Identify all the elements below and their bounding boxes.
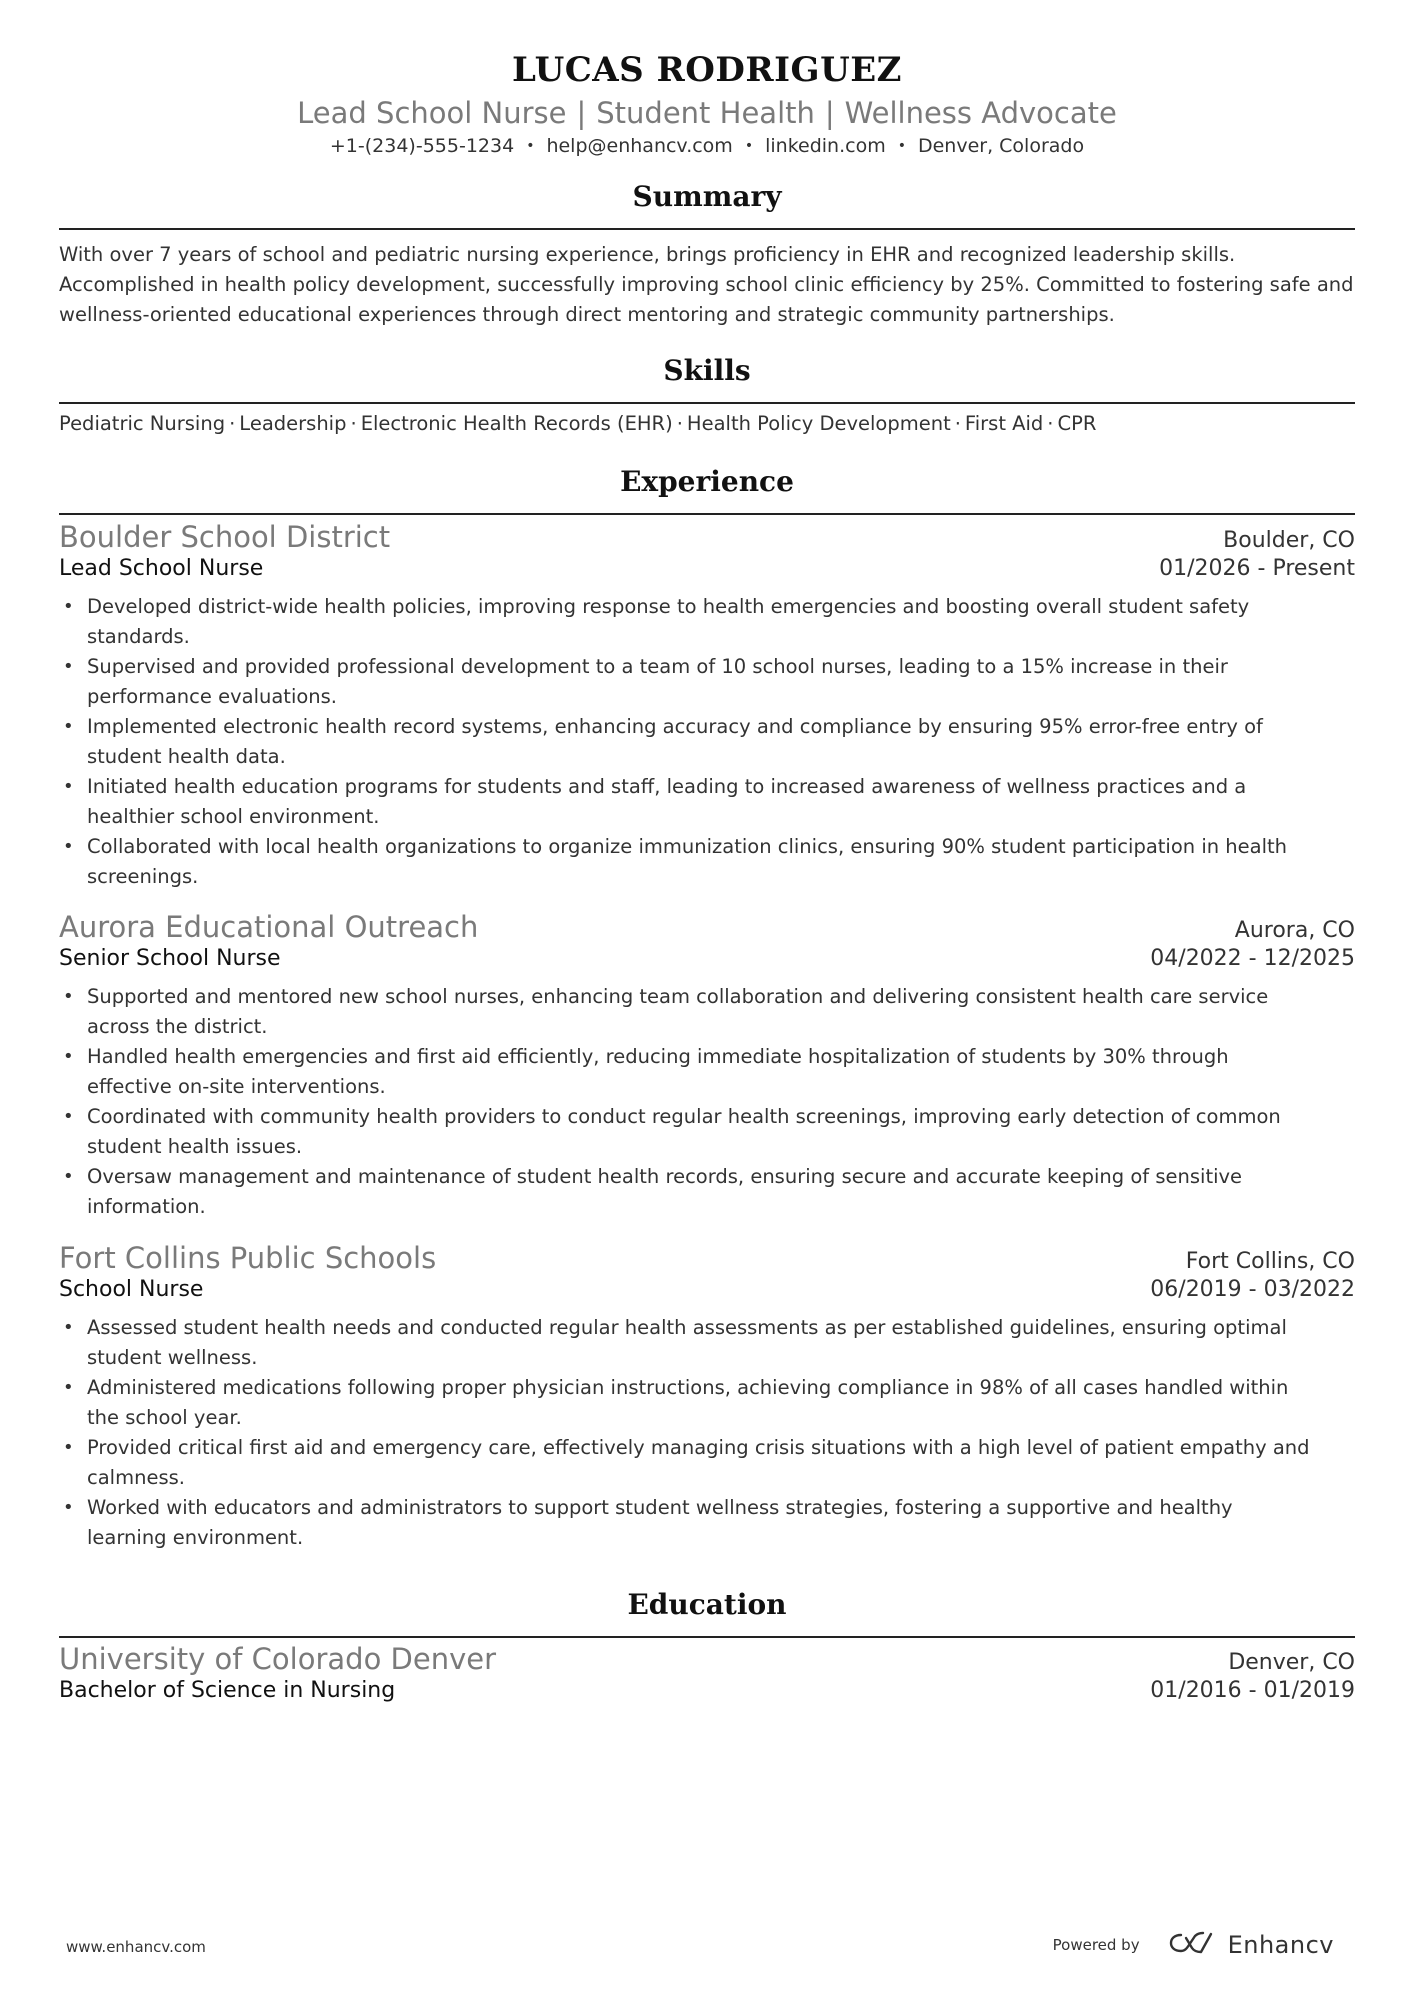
achievement-item: • Provided critical first aid and emergency care, effectively managing crisis situations with a high level of patient empathy and calmness.	[87, 1433, 1355, 1493]
job-location: Aurora, CO	[1234, 918, 1355, 943]
job-title: Senior School Nurse	[59, 946, 281, 971]
contact-separator: •	[897, 138, 906, 154]
skill-separator: ·	[676, 412, 683, 435]
achievement-item: • Supported and mentored new school nurses, enhancing team collaboration and delivering consistent health care service across the district.	[87, 982, 1355, 1042]
achievement-list	[59, 982, 1355, 1222]
achievement-item: • Collaborated with local health organizations to organize immunization clinics, ensuring 90% student participation in health screenings.	[87, 832, 1355, 892]
contact-separator: •	[744, 138, 754, 154]
headline-separator: |	[824, 96, 835, 130]
skills-list	[59, 412, 1355, 435]
job-location: Fort Collins, CO	[1185, 1249, 1355, 1274]
education-entry	[59, 1642, 1355, 1712]
achievement-item: • Administered medications following proper physician instructions, achieving compliance in 98% of all cases handled within the school year.	[87, 1373, 1355, 1433]
achievement-list	[59, 1313, 1355, 1553]
skill-separator: ·	[954, 412, 961, 435]
company-name: Fort Collins Public Schools	[59, 1241, 437, 1275]
company-name: Aurora Educational Outreach	[59, 910, 479, 944]
candidate-name: LUCAS RODRIGUEZ	[512, 50, 902, 90]
section-divider	[59, 228, 1355, 230]
school-location: Denver, CO	[1228, 1650, 1355, 1675]
education-dates: 01/2016 - 01/2019	[1150, 1678, 1355, 1703]
company-name: Boulder School District	[59, 520, 391, 554]
section-divider	[59, 513, 1355, 515]
degree: Bachelor of Science in Nursing	[59, 1678, 396, 1703]
achievement-item: • Assessed student health needs and conducted regular health assessments as per established guidelines, ensuring optimal student wellness.	[87, 1313, 1355, 1373]
job-dates: 06/2019 - 03/2022	[1150, 1277, 1355, 1302]
skill-item: Electronic Health Records (EHR)	[360, 412, 673, 435]
job-location: Boulder, CO	[1223, 528, 1355, 553]
location: Denver, Colorado	[917, 135, 1085, 157]
achievement-item: • Oversaw management and maintenance of student health records, ensuring secure and accurate keeping of sensitive information.	[87, 1162, 1355, 1222]
skill-item: Pediatric Nursing	[59, 412, 226, 435]
skill-separator: ·	[229, 412, 236, 435]
achievement-item: • Implemented electronic health record systems, enhancing accuracy and compliance by ensuring 95% error-free entry of student health data.	[87, 712, 1355, 772]
enhancv-logo-icon	[1168, 1930, 1214, 1960]
job-dates: 04/2022 - 12/2025	[1150, 946, 1355, 971]
experience-entry	[59, 520, 1355, 892]
job-dates: 01/2026 - Present	[1159, 556, 1355, 581]
footer-branding	[1053, 1930, 1334, 1960]
achievement-item: • Supervised and provided professional development to a team of 10 school nurses, leading to a 15% increase in their performance evaluations.	[87, 652, 1355, 712]
experience-entry	[59, 1241, 1355, 1553]
job-title: Lead School Nurse	[59, 556, 264, 581]
powered-by-label: Powered by	[1052, 1936, 1140, 1954]
footer-website-link[interactable]: www.enhancv.com	[66, 1938, 206, 1956]
email-link[interactable]: help@enhancv.com	[546, 135, 733, 157]
experience-entry	[59, 910, 1355, 1222]
headline-item: Lead School Nurse	[297, 96, 567, 130]
brand-name: Enhancv	[1227, 1931, 1334, 1959]
headline	[59, 96, 1355, 130]
achievement-item: • Developed district-wide health policies, improving response to health emergencies and boosting overall student safety standards.	[87, 592, 1355, 652]
skill-separator: ·	[1047, 412, 1054, 435]
headline-item: Student Health	[596, 96, 815, 130]
school-name: University of Colorado Denver	[59, 1642, 497, 1676]
job-title: School Nurse	[59, 1277, 204, 1302]
achievement-item: • Worked with educators and administrators to support student wellness strategies, fostering a supportive and healthy learning environment.	[87, 1493, 1355, 1553]
skill-item: First Aid	[964, 412, 1044, 435]
phone[interactable]: +1-(234)-555-1234	[329, 135, 515, 157]
section-title-summary: Summary	[632, 180, 782, 213]
skill-separator: ·	[350, 412, 357, 435]
section-divider	[59, 402, 1355, 404]
section-divider	[59, 1636, 1355, 1638]
skill-item: Health Policy Development	[686, 412, 951, 435]
headline-separator: |	[576, 96, 587, 130]
achievement-list	[59, 592, 1355, 892]
skill-item: CPR	[1057, 412, 1097, 435]
headline-item: Wellness Advocate	[844, 96, 1117, 130]
achievement-item: • Coordinated with community health providers to conduct regular health screenings, improving early detection of common student health issues.	[87, 1102, 1355, 1162]
section-title-experience: Experience	[620, 465, 794, 498]
section-title-skills: Skills	[663, 354, 751, 387]
linkedin-link[interactable]: linkedin.com	[765, 135, 886, 157]
contact-separator: •	[526, 138, 535, 154]
achievement-item: • Handled health emergencies and first aid efficiently, reducing immediate hospitalization of students by 30% through effective on-site interventions.	[87, 1042, 1355, 1102]
achievement-item: • Initiated health education programs for students and staff, leading to increased awareness of wellness practices and a healthier school environment.	[87, 772, 1355, 832]
section-title-education: Education	[627, 1588, 787, 1621]
skill-item: Leadership	[239, 412, 347, 435]
contact-info	[59, 135, 1355, 157]
summary-text: With over 7 years of school and pediatric nursing experience, brings proficiency in EHR and recognized leadership skills. Accomplished in health policy development, successfully improving school clinic efficiency by 25%. Committed to fostering safe and wellness-oriented educational experiences through direct mentoring and strategic community partnerships.	[59, 243, 1354, 326]
